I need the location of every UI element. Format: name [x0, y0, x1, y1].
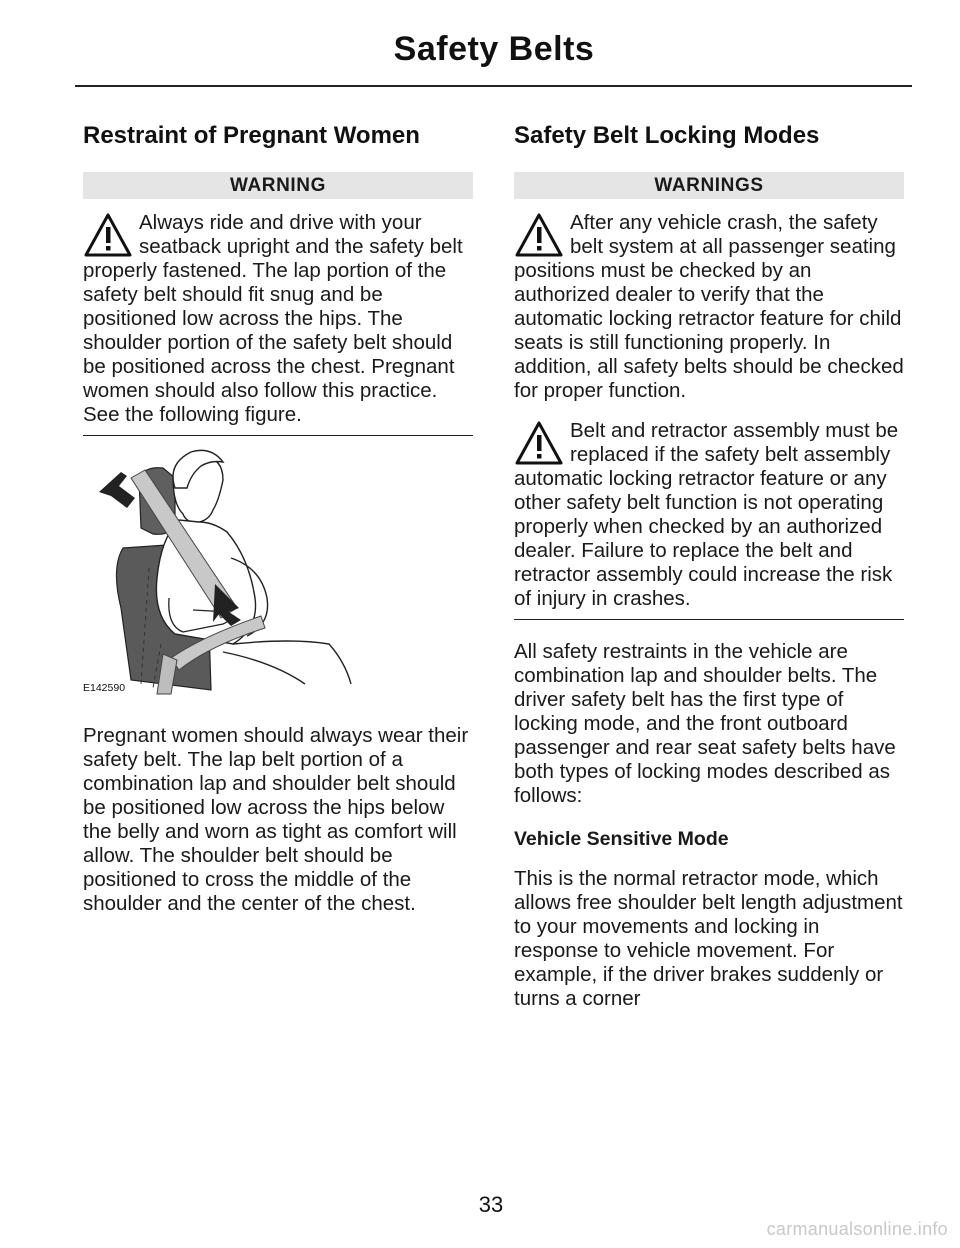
watermark: carmanualsonline.info: [766, 1219, 948, 1239]
warnings-label-bar: WARNINGS: [514, 172, 904, 199]
warning-triangle-icon: [514, 419, 564, 467]
warning-block-1: [514, 207, 904, 403]
warnings-end-rule: [514, 619, 904, 620]
warning-block: [83, 207, 473, 427]
left-body: [83, 724, 473, 916]
pregnant-seatbelt-figure: [83, 448, 473, 700]
locking-modes-body-text: All safety restraints in the vehicle are combination lap and shoulder belts. The driver safety belt has the first type of locking mode, and the front outboard passenger and rear seat safety belts have both types of locking modes described as follows:: [514, 640, 896, 807]
page-number: 33: [478, 1192, 504, 1217]
page-title: Safety Belts: [393, 30, 595, 68]
section-heading-pregnant: Restraint of Pregnant Women: [83, 122, 420, 149]
vehicle-sensitive-mode-text: This is the normal retractor mode, which allows free shoulder belt length adjustment to your movements and locking in response to vehicle movement. For example, if the driver brakes suddenly or turns a corner: [514, 867, 903, 1010]
warning-block-2: [514, 415, 904, 611]
figure-label: E142590: [83, 682, 126, 694]
title-rule: [75, 85, 912, 87]
right-column: [514, 122, 904, 1011]
left-column: [83, 122, 473, 436]
warning-text: Always ride and drive with your seatback upright and the safety belt properly fastened. The lap portion of the safety belt should fit snug and be positioned low across the hips. The shoulder portion of the safety belt should be positioned across the chest. Pregnant women should also follow this practice. See the following figure.: [83, 211, 463, 426]
vehicle-sensitive-mode-heading: Vehicle Sensitive Mode: [514, 828, 729, 850]
warning-triangle-icon: [83, 211, 133, 259]
pregnant-body-text: Pregnant women should always wear their safety belt. The lap belt portion of a combination lap and shoulder belt should be positioned low across the hips below the belly and worn as tight as comfort will allow. The shoulder belt should be positioned to cross the middle of the shoulder and the center of the chest.: [83, 724, 469, 915]
warning-text-2: Belt and retractor assembly must be replaced if the safety belt assembly automatic locking retractor feature or any other safety belt function is not operating properly when checked by an authorized dealer. Failure to replace the belt and retractor assembly could increase the risk of injury in crashes.: [514, 419, 899, 610]
pregnant-woman-illustration: [83, 448, 473, 700]
warning-triangle-icon: [514, 211, 564, 259]
arrow-up-left-icon: [99, 472, 135, 508]
warning-label-bar: WARNING: [83, 172, 473, 199]
section-heading-locking-modes: Safety Belt Locking Modes: [514, 122, 820, 149]
warning-text-1: After any vehicle crash, the safety belt system at all passenger seating positions must be checked by an authorized dealer to verify that the automatic locking retractor feature for child seats is still functioning properly. In addition, all safety belts should be checked for proper function.: [514, 211, 904, 402]
warning-end-rule: [83, 435, 473, 436]
